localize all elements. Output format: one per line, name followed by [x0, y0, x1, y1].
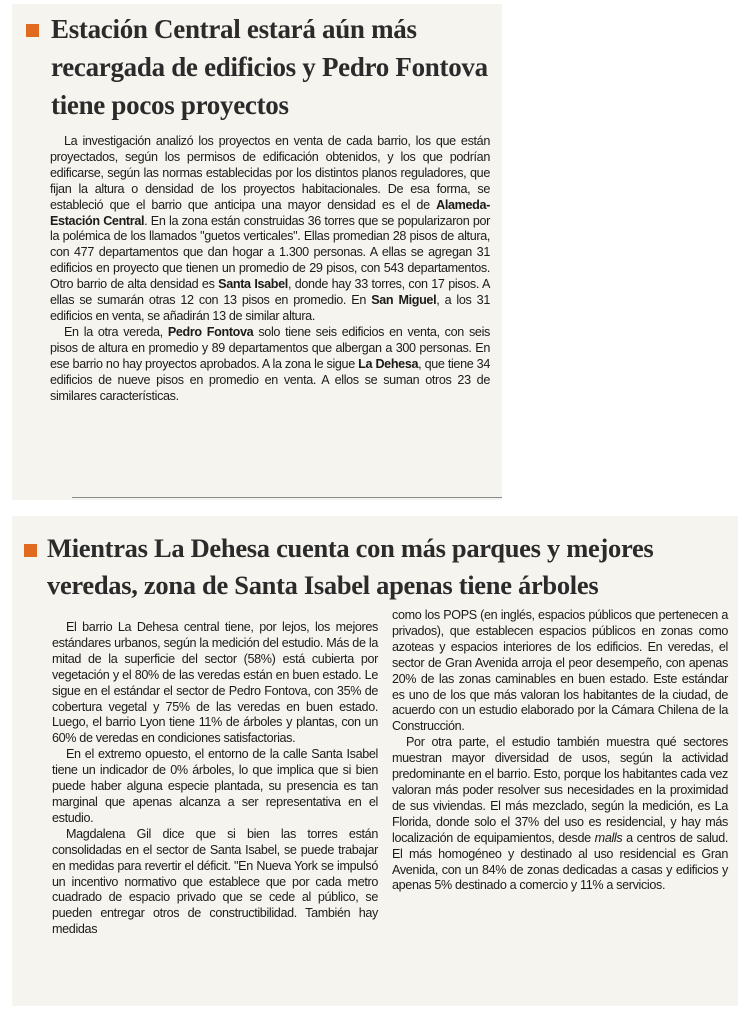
highlight-alameda-estacion-central: Alameda-Estación Central — [50, 197, 490, 228]
article-1-headline-row — [26, 10, 496, 124]
article-clipping-1 — [12, 4, 502, 500]
article-2-column-1 — [52, 620, 378, 938]
article-2-headline: Mientras La Dehesa cuenta con más parques y mejores veredas, zona de Santa Isabel apenas tiene árboles — [47, 533, 654, 600]
article-2-col2-paragraph-2: Por otra parte, el estudio también muestra qué sectores muestran mayor diversidad de usos, según la actividad predominante en el barrio. Esto, porque los habitantes cada vez valoran más poder resolver sus necesidades en la proximidad de sus viviendas. El más mezclado, según la medición, es La Florida, donde solo el 37% del uso es residencial, y hay más localización de equipamientos, desde malls a centros de salud. El más homogéneo y destinado al uso residencial es Gran Avenida, con un 84% de zonas dedicadas a casas y edificios y apenas 5% destinado a comercio y 11% a servicios. — [392, 735, 728, 893]
article-2-col1-paragraph-3: Magdalena Gil dice que si bien las torres están consolidadas en el sector de Santa Isabel, se puede trabajar en medidas para revertir el déficit. "En Nueva York se impulsó un incentivo normativo que establece que por cada metro cuadrado de espacio privado que se cede al público, se pueden entregar otros de constructibilidad. También hay medidas — [52, 826, 378, 937]
article-2-column-2 — [392, 608, 728, 894]
article-2-col1-paragraph-2: En el extremo opuesto, el entorno de la calle Santa Isabel tiene un indicador de 0% árboles, lo que implica que si bien puede haber alguna especie plantada, su presencia es tan marginal que apenas alcanza a ser representativa en el estudio. — [52, 747, 378, 825]
article-1-paragraph-1: La investigación analizó los proyectos en venta de cada barrio, los que están proyectados, según los permisos de edificación obtenidos, y los que podrían edificarse, según las normas establecidas por los distintos planos reguladores, que fijan la altura o densidad de los proyectos habitacionales. De esa forma, se estableció que el barrio que anticipa una mayor densidad es el de Alameda-Estación Central. En la zona están construidas 36 torres que se popularizaron por la polémica de los llamados "guetos verticales". Ellas promedian 28 pisos de altura, con 477 departamentos que dan hogar a 1.300 personas. A ellas se agregan 31 edificios en proyecto que tienen un promedio de 29 pisos, con 543 departamentos. Otro barrio de alta densidad es Santa Isabel, donde hay 33 torres, con 17 pisos. A ellas se sumarán otras 12 con 13 pisos en promedio. En San Miguel, a los 31 edificios en venta, se añadirán 13 de similar altura. — [50, 134, 491, 323]
article-2-col1-paragraph-1: El barrio La Dehesa central tiene, por lejos, los mejores estándares urbanos, según la medición del estudio. Más de la mitad de la superficie del sector (58%) está cubierta por vegetación y el 80% de las veredas están en buen estado. Le sigue en el estándar el sector de Pedro Fontova, con 35% de cobertura vegetal y 75% de las veredas en buen estado. Luego, el barrio Lyon tiene 11% de árboles y plantas, con un 60% de veredas en condiciones satisfactorias. — [52, 620, 378, 746]
highlight-pedro-fontova: Pedro Fontova — [167, 324, 254, 339]
italic-malls: malls — [594, 830, 623, 845]
article-clipping-2 — [12, 516, 738, 1006]
highlight-la-dehesa: La Dehesa — [358, 356, 419, 371]
highlight-santa-isabel: Santa Isabel — [218, 277, 288, 292]
article-1-paragraph-2: En la otra vereda, Pedro Fontova solo tiene seis edificios en venta, con seis pisos de altura en promedio y 89 departamentos que albergan a 300 personas. En ese barrio no hay proyectos aprobados. A la zona le sigue La Dehesa, que tiene 34 edificios de nueve pisos en promedio en venta. A ellos se suman otros 23 de similares características. — [50, 324, 490, 403]
article-2-headline-row — [24, 530, 736, 604]
divider-line — [72, 497, 502, 498]
article-1-body — [50, 134, 490, 404]
orange-square-bullet-icon — [26, 24, 39, 37]
article-1-headline: Estación Central estará aún más recargada de edificios y Pedro Fontova tiene pocos proyectos — [51, 14, 488, 120]
highlight-san-miguel: San Miguel — [371, 293, 437, 308]
article-2-col2-paragraph-1: como los POPS (en inglés, espacios públicos que pertenecen a privados), que establecen espacios públicos en zonas como azoteas y espacios interiores de los edificios. En veredas, el sector de Gran Avenida arroja el peor desempeño, con apenas 20% de las zonas caminables en buen estado. Este estándar es uno de los que más valoran los habitantes de la ciudad, de acuerdo con un estudio elaborado por la Cámara Chilena de la Construcción. — [392, 608, 728, 734]
orange-square-bullet-icon — [24, 544, 37, 557]
